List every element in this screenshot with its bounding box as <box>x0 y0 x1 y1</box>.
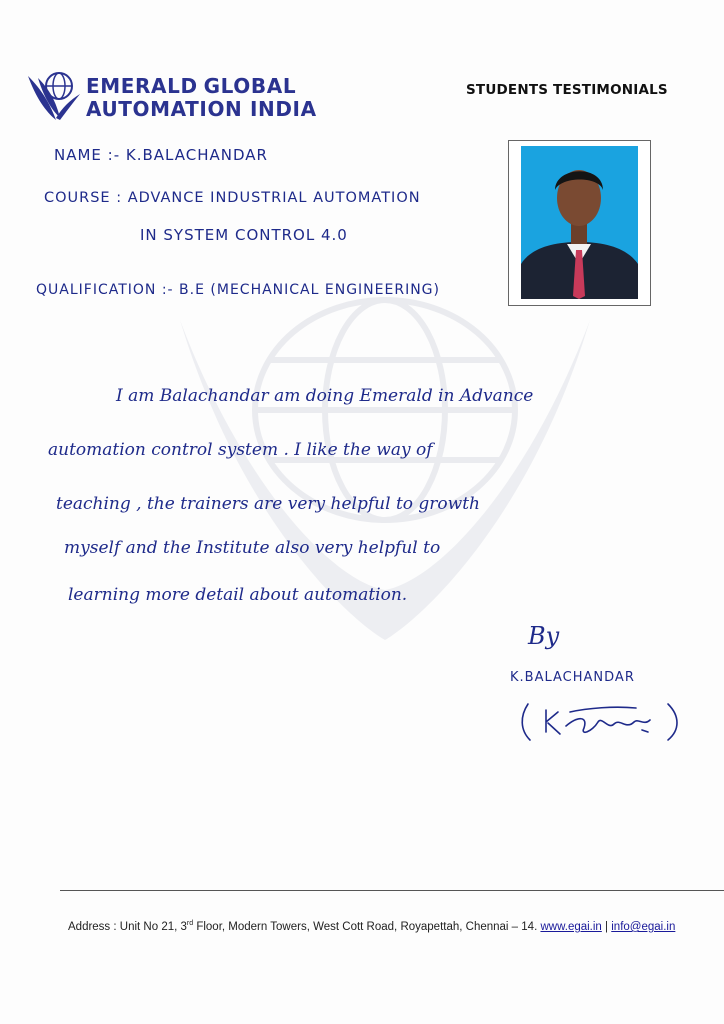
course-line-1: COURSE : ADVANCE INDUSTRIAL AUTOMATION <box>44 190 421 206</box>
logo-title-line1 <box>86 74 296 98</box>
footer-address <box>68 920 675 933</box>
testimonial-line: automation control system . I like the way of <box>48 440 433 460</box>
address-text-rest: Floor, Modern Towers, West Cott Road, Royapettah, Chennai – 14. <box>193 920 538 933</box>
website-link[interactable]: www.egai.in <box>540 920 602 933</box>
footer-separator: | <box>605 920 609 933</box>
page-title: STUDENTS TESTIMONIALS <box>466 82 668 98</box>
company-logo <box>26 66 326 124</box>
qualification: QUALIFICATION :- B.E (MECHANICAL ENGINEERING) <box>36 282 440 298</box>
student-name: NAME :- K.BALACHANDAR <box>54 146 268 164</box>
globe-watermark-icon <box>150 260 620 680</box>
testimonial-line: I am Balachandar am doing Emerald in Advance <box>116 386 534 406</box>
emerald-logo-icon <box>26 68 82 122</box>
logo-word-global: GLOBAL <box>203 74 297 98</box>
course-line-2: IN SYSTEM CONTROL 4.0 <box>140 226 348 244</box>
address-text: Address : Unit No 21, 3 <box>68 920 187 933</box>
testimonial-line: teaching , the trainers are very helpful to growth <box>56 494 480 514</box>
handwritten-signature-icon <box>518 696 688 746</box>
logo-title-line2: AUTOMATION INDIA <box>86 97 317 121</box>
student-photo <box>508 140 651 306</box>
logo-word-emerald: EMERALD <box>86 74 198 98</box>
email-link[interactable]: info@egai.in <box>611 920 676 933</box>
testimonial-line: learning more detail about automation. <box>68 585 408 605</box>
signature-name: K.BALACHANDAR <box>510 670 635 685</box>
student-portrait-icon <box>521 146 638 299</box>
testimonial-line: myself and the Institute also very helpful to <box>64 538 441 558</box>
footer-divider <box>60 890 724 891</box>
address-superscript: rd <box>186 920 194 927</box>
signature-by: By <box>528 622 560 650</box>
